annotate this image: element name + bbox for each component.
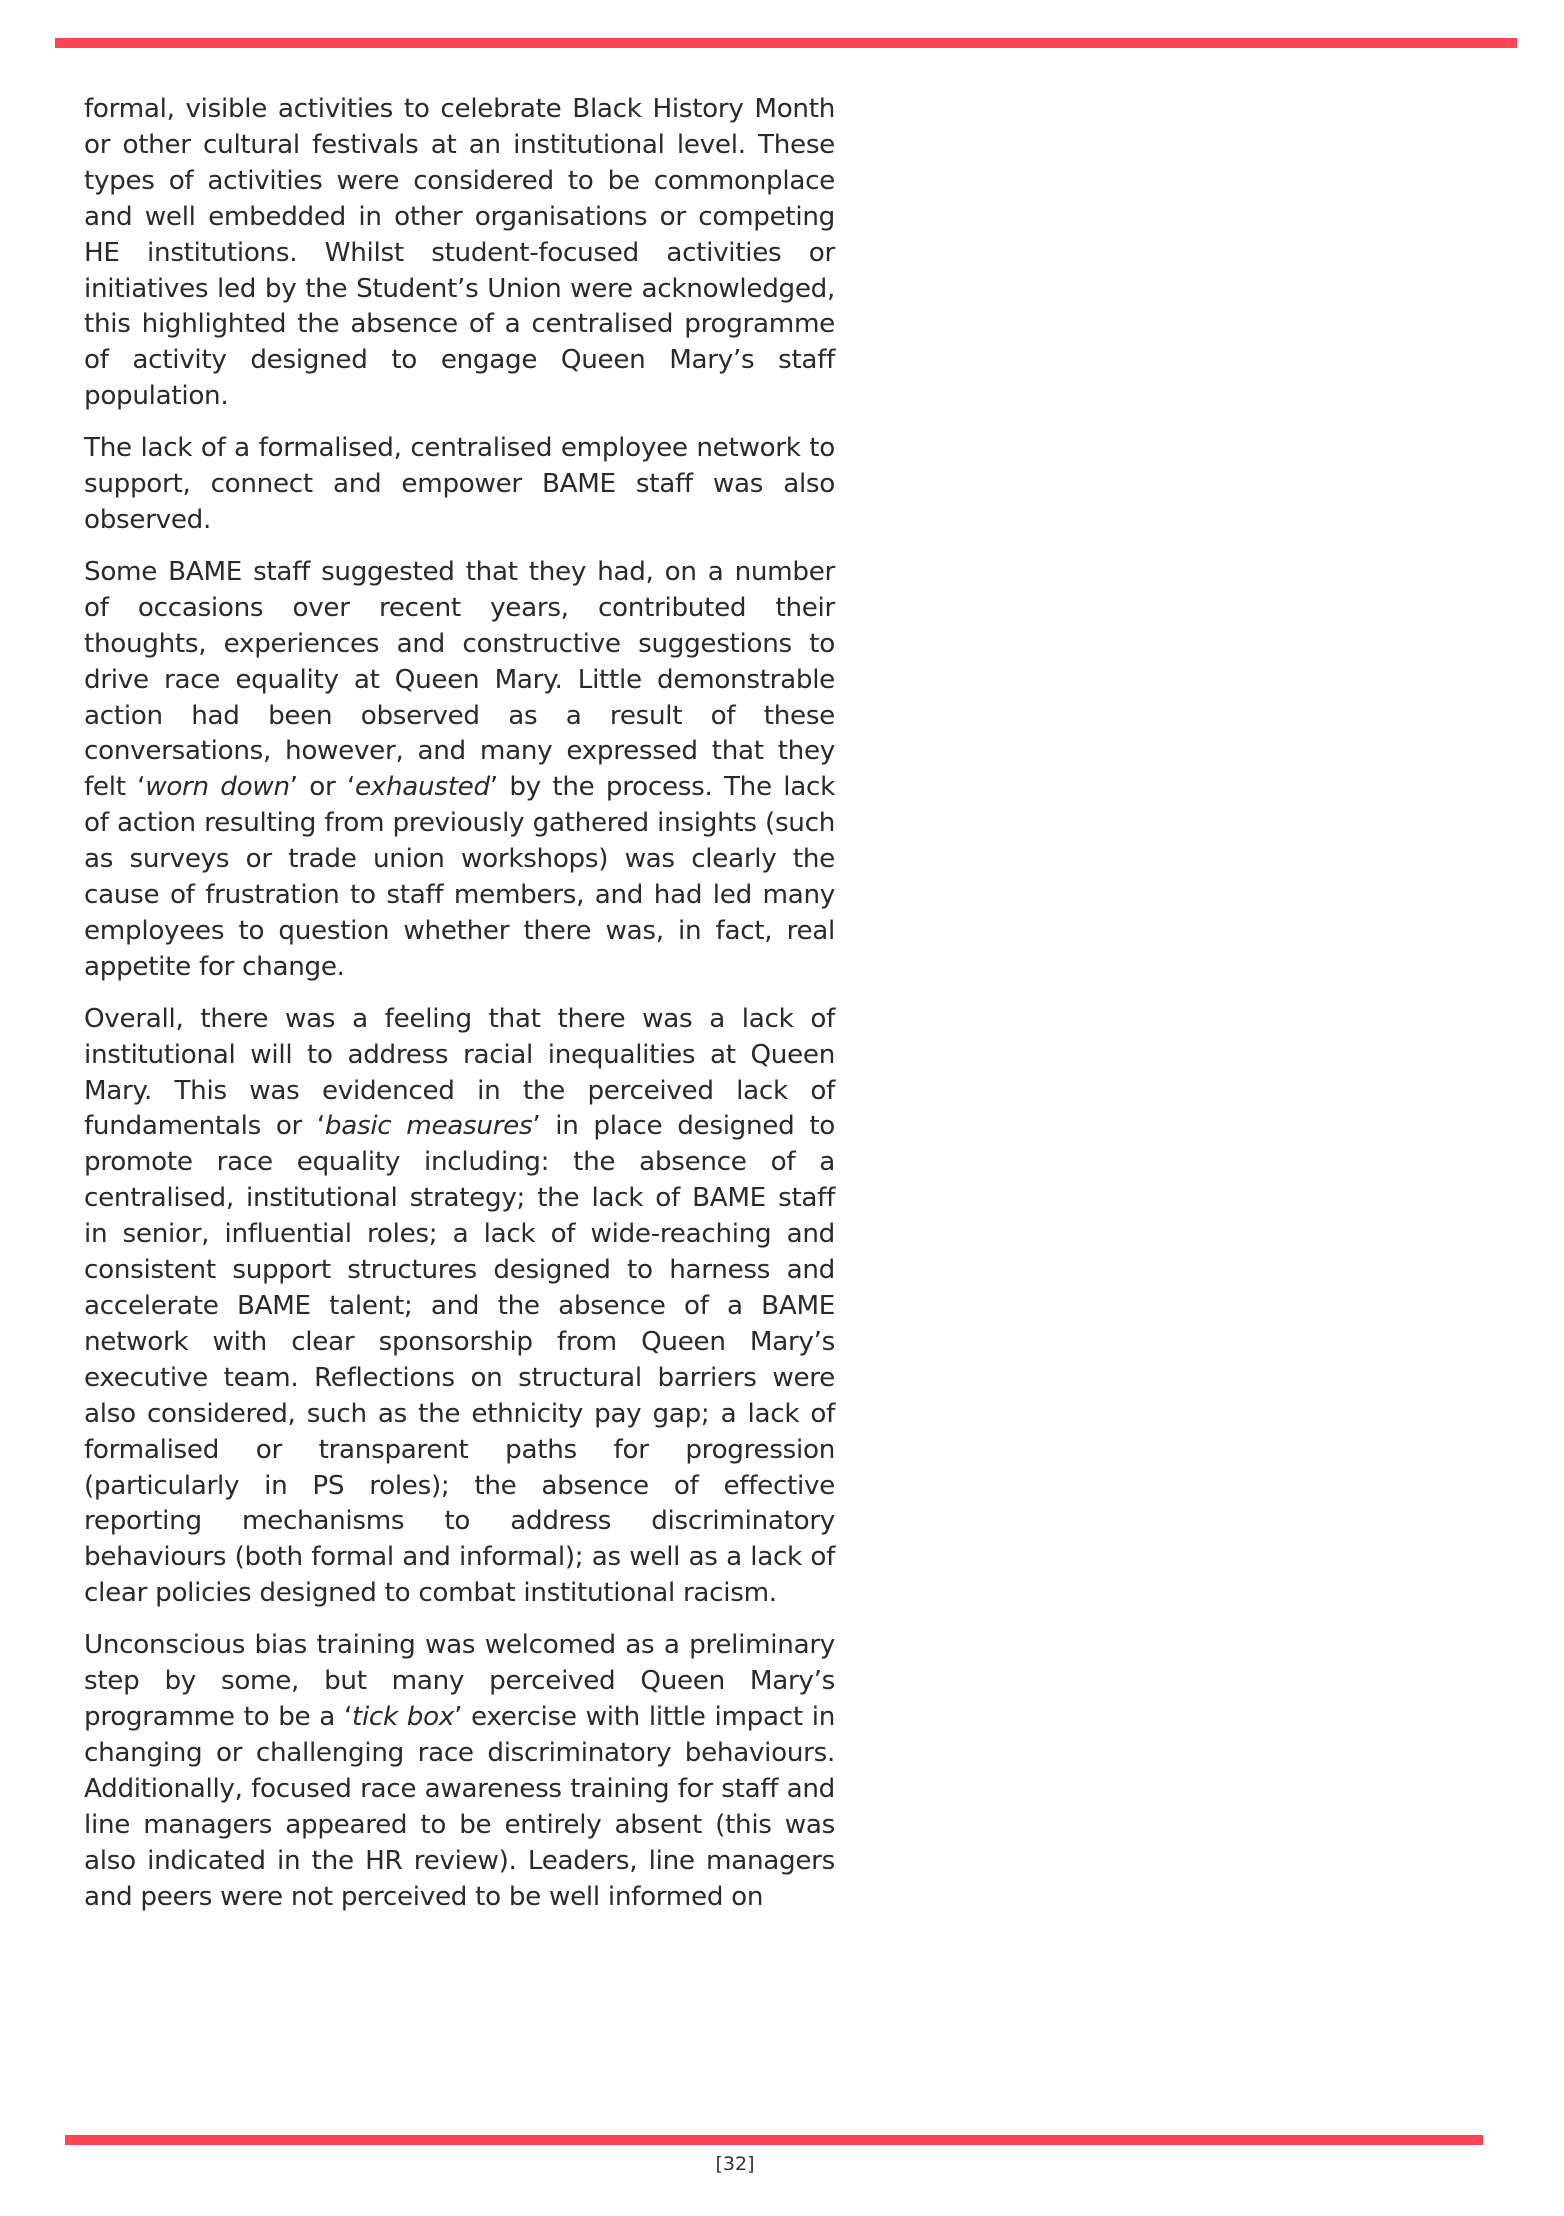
footer-accent-bar [65, 2135, 1483, 2145]
text-segment: ’ or ‘ [289, 772, 355, 803]
text-segment: ’ by the process. The lack of action resulting from previously gathered insights (such as surveys or trade union workshops) was clearly the cause of frustration to staff members, and had led many employees to question whether there was, in fact, real appetite for change. [84, 772, 835, 982]
text-segment: The lack of a formalised, centralised employee network to support, connect and empower BAME staff was also observed. [84, 433, 835, 535]
text-segment: Some BAME staff suggested that they had, on a number of occasions over recent years, contributed their thoughts, experiences and constructive suggestions to drive race equality at Queen Mary. Little demonstrable action had been observed as a result of these conversations, however, and many expressed that they felt ‘ [84, 556, 835, 803]
paragraph-institutional-will [84, 1002, 835, 1612]
emphasis-quote: tick box [351, 1701, 455, 1732]
text-segment: Unconscious bias training was welcomed as a preliminary step by some, but many perceived Queen Mary’s programme to be a ‘ [84, 1630, 835, 1732]
body-text-column [84, 92, 835, 1931]
text-segment: ’ exercise with little impact in changing or challenging race discriminatory behaviours. Additionally, focused race awareness training for staff and line managers appeared to be entirely absent (this was also indicated in the HR review). Leaders, line managers and peers were not perceived to be well informed on [84, 1701, 835, 1912]
paragraph-bias-training [84, 1628, 835, 1915]
emphasis-quote: exhausted [355, 772, 490, 803]
paragraph-employee-network [84, 431, 835, 539]
text-segment: ’ in place designed to promote race equality including: the absence of a centralised, institutional strategy; the lack of BAME staff in senior, influential roles; a lack of wide-reaching and consistent support structures designed to harness and accelerate BAME talent; and the absence of a BAME network with clear sponsorship from Queen Mary’s executive team. Reflections on structural barriers were also considered, such as the ethnicity pay gap; a lack of formalised or transparent paths for progression (particularly in PS roles); the absence of effective reporting mechanisms to address discriminatory behaviours (both formal and informal); as well as a lack of clear policies designed to combat institutional racism. [84, 1111, 836, 1609]
page-number: [32] [715, 2153, 755, 2175]
text-segment: Overall, there was a feeling that there was a lack of institutional will to address racial inequalities at Queen Mary. This was evidenced in the perceived lack of fundamentals or ‘ [84, 1003, 835, 1142]
text-segment: formal, visible activities to celebrate Black History Month or other cultural festivals at an institutional level. These types of activities were considered to be commonplace and well embedded in other organisations or competing HE institutions. Whilst student-focused activities or initiatives led by the Student’s Union were acknowledged, this highlighted the absence of a centralised programme of activity designed to engage Queen Mary’s staff population. [84, 94, 835, 412]
header-accent-bar [55, 38, 1517, 48]
paragraph-cultural-activities [84, 92, 835, 415]
emphasis-quote: basic measures [324, 1111, 533, 1142]
paragraph-staff-contributions [84, 555, 835, 986]
emphasis-quote: worn down [145, 772, 290, 803]
